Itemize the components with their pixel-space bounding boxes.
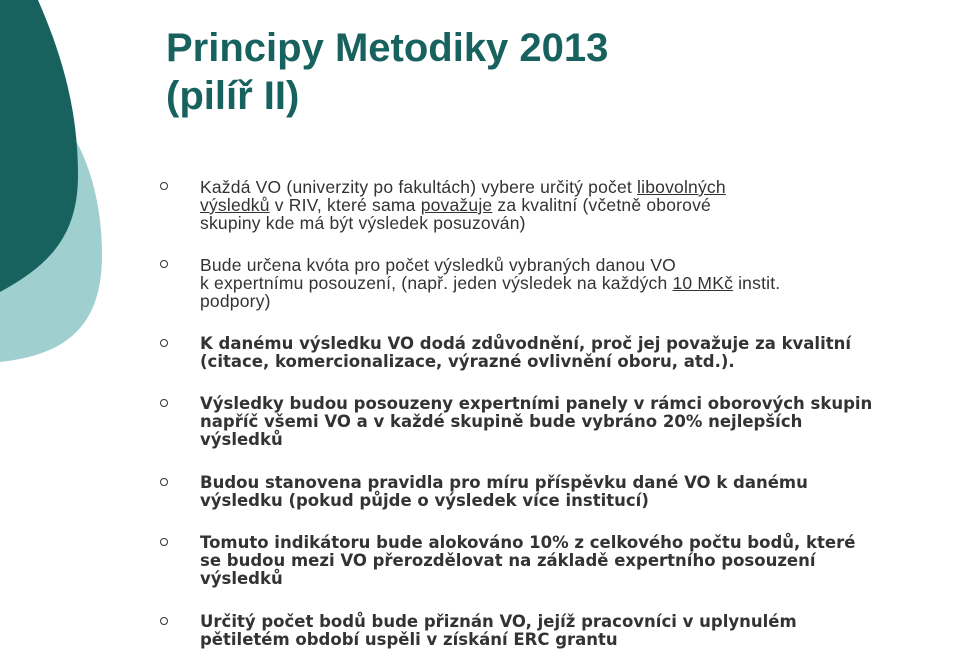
bullet-text-underlined: 10 MKč — [672, 273, 734, 293]
bullet-text — [200, 613, 940, 649]
bullet-text — [200, 474, 940, 510]
bullet-circle-icon — [160, 399, 168, 407]
decorative-side-shapes — [0, 0, 130, 650]
bullet-text-run: instit. — [733, 273, 781, 293]
bullet-text — [200, 395, 940, 449]
bullet-text-run: v RIV, které sama — [269, 195, 421, 215]
bullet-circle-icon — [160, 260, 168, 268]
bullet-text-run: pětiletém období uspěli v získání ERC grantu — [200, 630, 618, 649]
bullet-text-run: za kvalitní (včetně oborové — [492, 195, 711, 215]
bullet-text-run: Výsledky budou posouzeny expertními panely v rámci oborových skupin — [200, 394, 873, 413]
bullet-circle-icon — [160, 478, 168, 486]
bullet-text-run: K danému výsledku VO dodá zdůvodnění, proč jej považuje za kvalitní — [200, 334, 852, 353]
bullet-text-run: Tomuto indikátoru bude alokováno 10% z celkového počtu bodů, které — [200, 533, 856, 552]
bullet-text — [200, 178, 940, 232]
slide-title-line: (pilíř II) — [166, 74, 300, 118]
bullet-text-run: napříč všemi VO a v každé skupině bude vybráno 20% nejlepších — [200, 412, 803, 431]
bullet-text-underlined: výsledků — [200, 195, 270, 215]
bullet-text-run: skupiny kde má být výsledek posuzován) — [200, 213, 526, 233]
bullet-text-run: Budou stanovena pravidla pro míru příspěvku dané VO k danému — [200, 473, 808, 492]
bullet-text-run: (citace, komercionalizace, výrazné ovlivnění oboru, atd.). — [200, 352, 735, 371]
bullet-circle-icon — [160, 182, 168, 190]
bullet-text-underlined: libovolných — [637, 177, 726, 197]
bullet-circle-icon — [160, 617, 168, 625]
bullet-text-run: výsledků — [200, 569, 283, 588]
bullet-text — [200, 256, 940, 310]
bullet-text-run: se budou mezi VO přerozdělovat na základě expertního posouzení — [200, 551, 816, 570]
bullet-text — [200, 335, 940, 371]
bullet-text-underlined: považuje — [420, 195, 493, 215]
slide-title-line: Principy Metodiky 2013 — [166, 26, 609, 70]
bullet-circle-icon — [160, 339, 168, 347]
bullet-circle-icon — [160, 538, 168, 546]
bullet-text-run: Bude určena kvóta pro počet výsledků vybraných danou VO — [200, 255, 676, 275]
bullet-text — [200, 534, 940, 588]
bullet-text-run: k expertnímu posouzení, (např. jeden výsledek na každých — [200, 273, 673, 293]
bullet-text-run: podpory) — [200, 291, 271, 311]
bullet-text-run: výsledku (pokud půjde o výsledek více institucí) — [200, 491, 649, 510]
bullet-text-run: výsledků — [200, 430, 283, 449]
slide-title — [166, 24, 608, 120]
bullet-text-run: Každá VO (univerzity po fakultách) vybere určitý počet — [200, 177, 638, 197]
bullet-text-run: Určitý počet bodů bude přiznán VO, jejíž pracovníci v uplynulém — [200, 612, 797, 631]
